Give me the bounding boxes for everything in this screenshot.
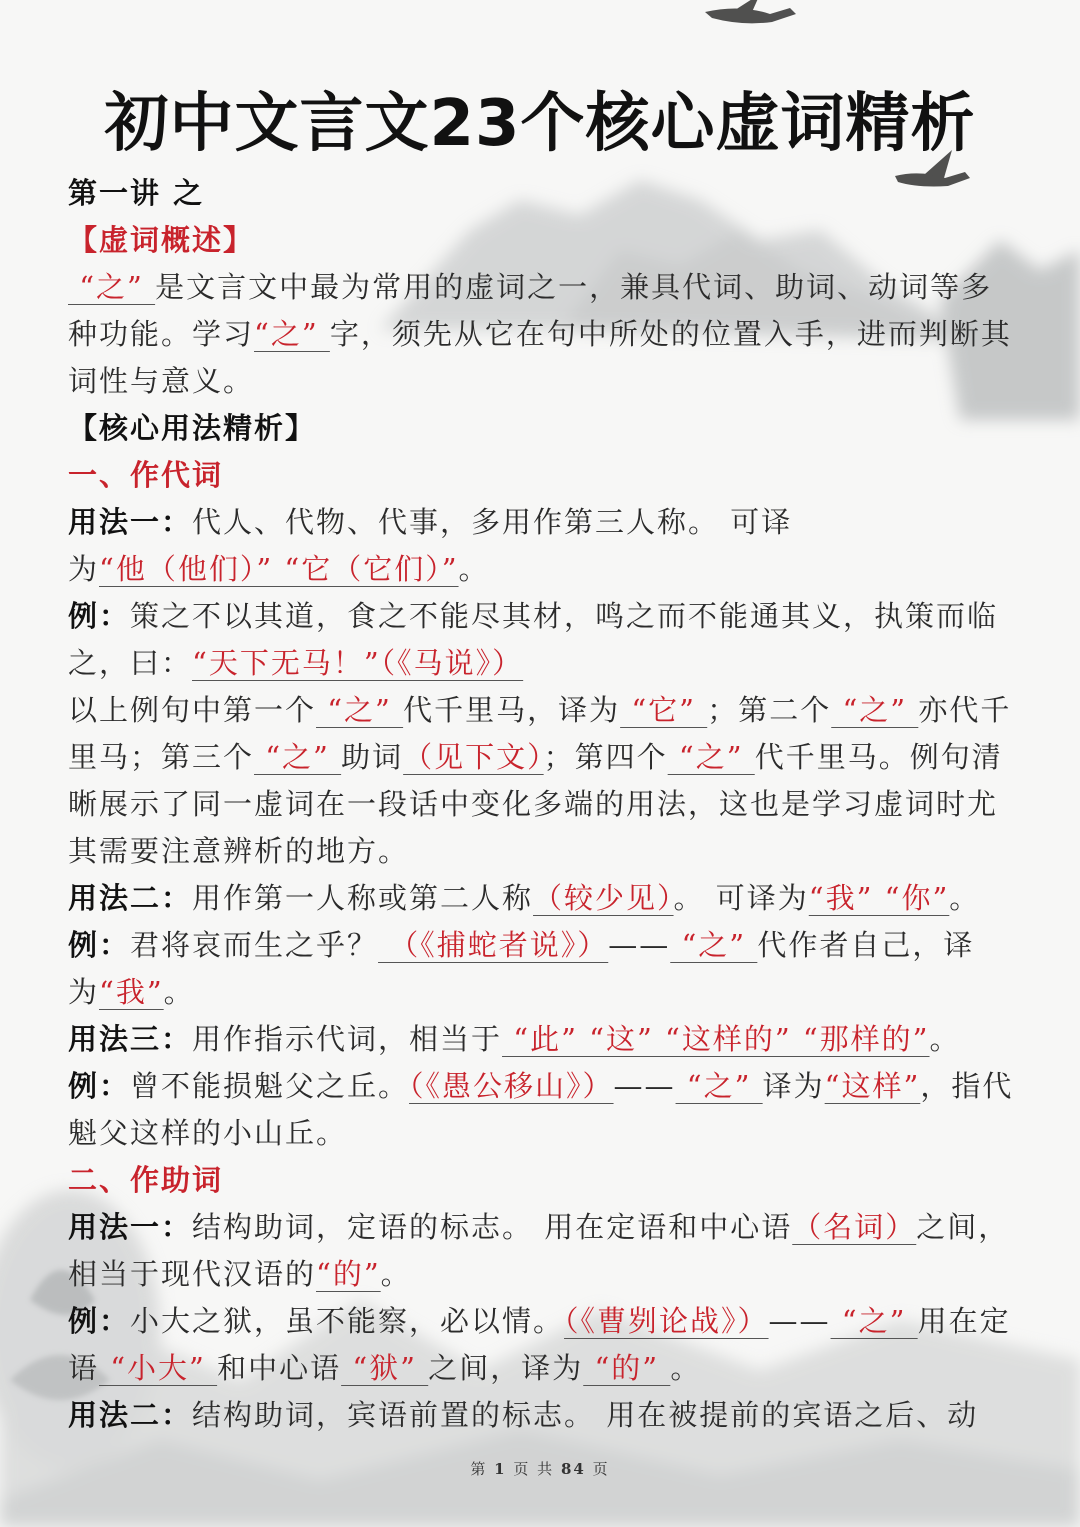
- usage-1: 用法一：代人、代物、代事，多用作第三人称。 可译为“他（他们）” “它（它们）”。: [68, 505, 793, 586]
- content: [68, 170, 1016, 1439]
- example-2: 例：君将哀而生之乎？ （《捕蛇者说》）—— “之” 代作者自己，译为“我”。: [68, 928, 975, 1009]
- overview-paragraph: “之” 是文言文中最为常用的虚词之一，兼具代词、助词、动词等多种功能。学习“之” 字，须先从它在句中所处的位置入手，进而判断其词性与意义。: [68, 270, 1012, 398]
- usage-5: 用法二：结构助词，宾语前置的标志。 用在被提前的宾语之后、动: [68, 1398, 979, 1432]
- example-1: 例：策之不以其道，食之不能尽其材，鸣之而不能通其义，执策而临之，曰：“天下无马！”（《马说》）: [68, 599, 999, 680]
- section-heading-overview: 【虚词概述】: [68, 223, 255, 257]
- usage-3: 用法三：用作指示代词，相当于 “此” “这” “这样的” “那样的”。: [68, 1022, 961, 1056]
- explanation-paragraph: 以上例句中第一个 “之” 代千里马，译为 “它” ；第二个 “之” 亦代千里马；第三个 “之” 助词（见下文）；第四个 “之” 代千里马。例句清晰展示了同一虚词在一段话中变化多端的用法，这也是学习虚词时尤其需要注意辨析的地方。: [68, 693, 1012, 868]
- heading-pronoun: 一、作代词: [68, 458, 224, 492]
- usage-4: 用法一：结构助词，定语的标志。 用在定语和中心语（名词）之间，相当于现代汉语的“的”。: [68, 1210, 1010, 1291]
- heading-particle: 二、作助词: [68, 1163, 224, 1197]
- usage-2: 用法二：用作第一人称或第二人称（较少见）。 可译为“我” “你”。: [68, 881, 981, 915]
- lecture-heading: 第一讲 之: [68, 176, 205, 210]
- page-total: 84: [560, 1460, 586, 1478]
- example-3: 例：曾不能损魁父之丘。（《愚公移山》）—— “之” 译为“这样”，指代魁父这样的小山丘。: [68, 1069, 1014, 1150]
- example-4: 例：小大之狱，虽不能察，必以情。（《曹刿论战》）—— “之” 用在定语 “小大” 和中心语 “狱” 之间，译为 “的” 。: [68, 1304, 1011, 1385]
- section-heading-core: 【核心用法精析】: [68, 411, 317, 445]
- page-footer: 第 1 页 共 84 页: [470, 1460, 610, 1478]
- page-title: 初中文言文23个核心虚词精析: [104, 87, 976, 161]
- page-number: 1: [494, 1460, 507, 1478]
